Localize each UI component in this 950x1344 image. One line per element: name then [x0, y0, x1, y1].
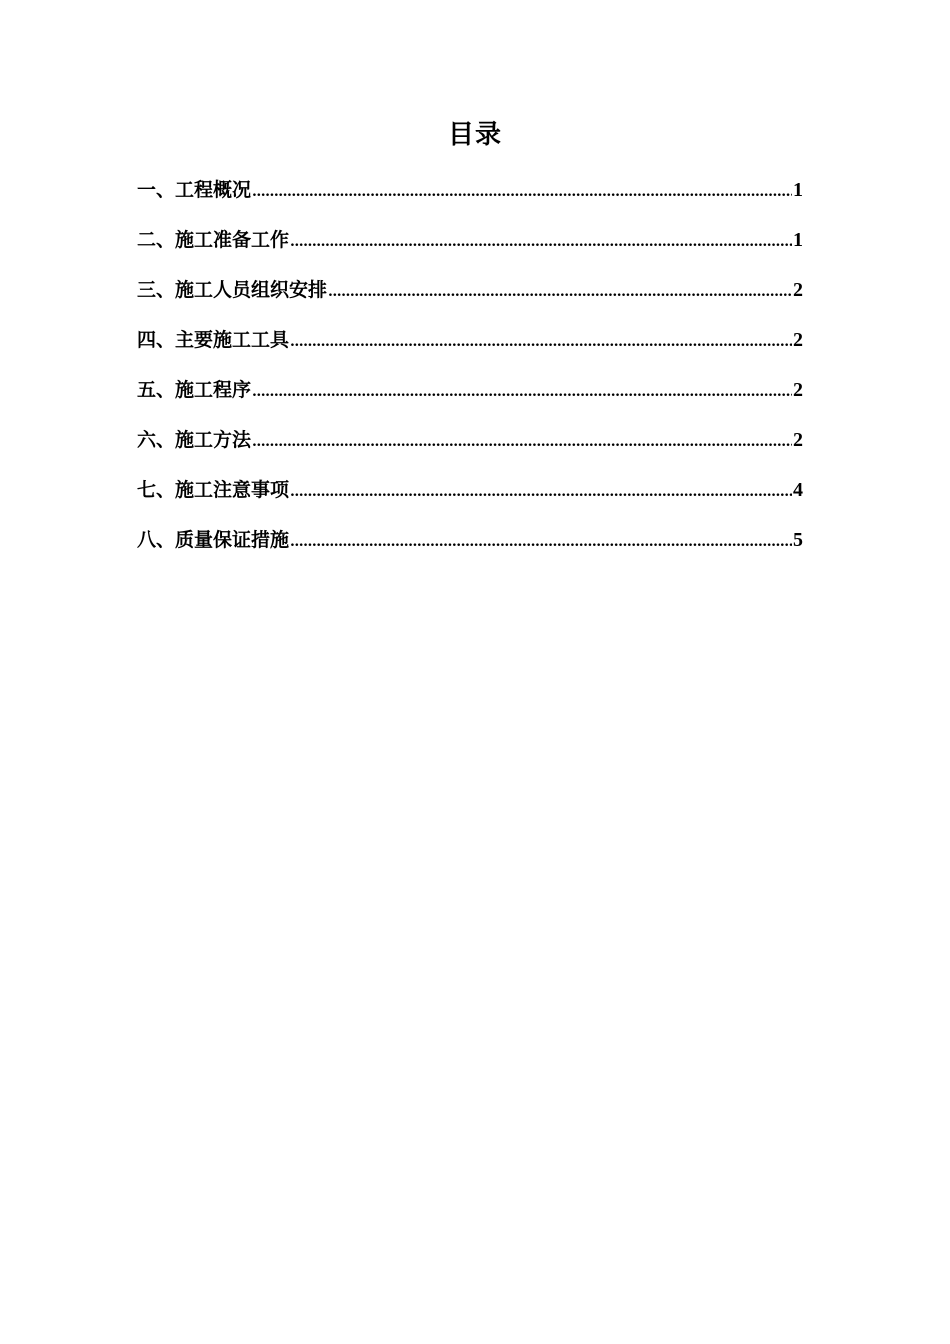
toc-entry-2[interactable] — [137, 223, 803, 273]
toc-dot-leader — [252, 375, 792, 409]
toc-entry-6[interactable] — [137, 423, 803, 473]
toc-dot-leader — [290, 525, 792, 559]
toc-entry-number: 六、 — [137, 429, 176, 451]
toc-entry-3[interactable] — [137, 273, 803, 323]
toc-entry-number: 三、 — [137, 279, 176, 301]
toc-entry-page: 2 — [793, 279, 803, 301]
toc-entry-page: 1 — [793, 179, 803, 201]
toc-entry-number: 五、 — [137, 379, 176, 401]
toc-entry-title: 施工方法 — [175, 429, 252, 451]
table-of-contents — [137, 173, 803, 573]
toc-entry-8[interactable] — [137, 523, 803, 573]
toc-dot-leader — [252, 175, 792, 209]
toc-entry-title: 质量保证措施 — [175, 529, 290, 551]
toc-entry-number: 四、 — [137, 329, 176, 351]
toc-entry-page: 2 — [793, 429, 803, 451]
toc-entry-number: 八、 — [137, 529, 176, 551]
toc-dot-leader — [328, 275, 792, 309]
toc-entry-title: 施工注意事项 — [175, 479, 290, 501]
toc-entry-title: 施工准备工作 — [175, 229, 290, 251]
toc-entry-page: 2 — [793, 379, 803, 401]
toc-entry-page: 2 — [793, 329, 803, 351]
toc-entry-7[interactable] — [137, 473, 803, 523]
toc-entry-title: 主要施工工具 — [175, 329, 290, 351]
toc-entry-title: 施工人员组织安排 — [175, 279, 328, 301]
toc-entry-title: 施工程序 — [175, 379, 252, 401]
toc-entry-number: 一、 — [137, 179, 176, 201]
toc-entry-number: 七、 — [137, 479, 176, 501]
toc-dot-leader — [290, 325, 792, 359]
toc-entry-5[interactable] — [137, 373, 803, 423]
toc-entry-page: 1 — [793, 229, 803, 251]
toc-entry-number: 二、 — [137, 229, 176, 251]
toc-entry-title: 工程概况 — [175, 179, 252, 201]
page-title: 目录 — [447, 120, 502, 150]
toc-entry-page: 4 — [793, 479, 803, 501]
toc-entry-1[interactable] — [137, 173, 803, 223]
toc-dot-leader — [290, 225, 792, 259]
toc-entry-4[interactable] — [137, 323, 803, 373]
toc-entry-page: 5 — [793, 529, 803, 551]
toc-dot-leader — [290, 475, 792, 509]
toc-dot-leader — [252, 425, 792, 459]
